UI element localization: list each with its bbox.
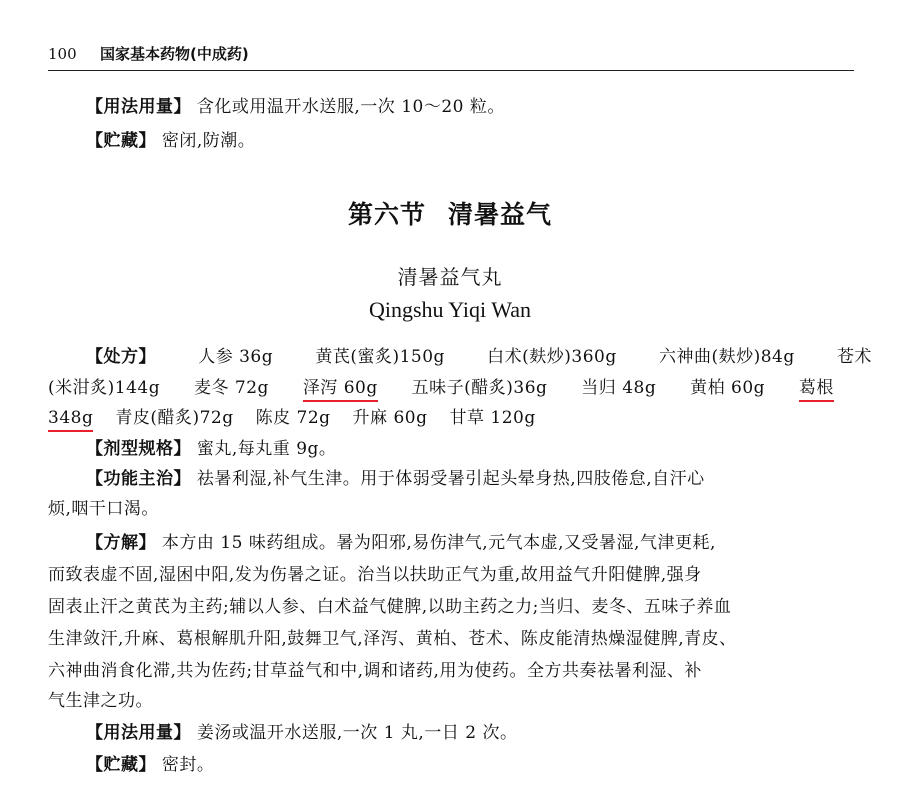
- ingredient: 麦冬 72g: [194, 378, 269, 398]
- usage-label: 【用法用量】: [86, 723, 191, 743]
- dosage-form-line: [48, 438, 872, 460]
- explanation-line-5: 六神曲消食化滞,共为佐药;甘草益气和中,调和诸药,用为使药。全方共奏祛暑利湿、补: [48, 661, 702, 681]
- ingredient: 当归 48g: [581, 378, 657, 398]
- ingredient-underlined: 泽泻 60g: [303, 377, 378, 402]
- formula-line-3: [48, 407, 834, 432]
- ingredient: 苍术: [836, 347, 872, 367]
- ingredient: 白术(麸炒)360g: [487, 347, 617, 367]
- prev-usage-label: 【用法用量】: [86, 97, 191, 117]
- usage-text: 姜汤或温开水送服,一次 1 丸,一日 2 次。: [196, 723, 518, 743]
- prev-storage-line: [48, 130, 872, 152]
- prev-storage-text: 密闭,防潮。: [161, 131, 256, 151]
- ingredient: 五味子(醋炙)36g: [411, 378, 548, 398]
- page-number: 100: [48, 45, 77, 63]
- ingredient: 黄芪(蜜炙)150g: [315, 347, 445, 367]
- function-text-2: 烦,咽干口渴。: [48, 499, 159, 519]
- ingredient: 青皮(醋炙)72g: [115, 408, 234, 428]
- explanation-line-4: 生津敛汗,升麻、葛根解肌升阳,鼓舞卫气,泽泻、黄柏、苍术、陈皮能清热燥湿健脾,青皮、: [48, 629, 737, 649]
- formula-label: 【处方】: [86, 347, 156, 367]
- prev-usage-text: 含化或用温开水送服,一次 10～20 粒。: [196, 97, 505, 117]
- drug-name-pinyin: Qingshu Yiqi Wan: [368, 297, 531, 322]
- explanation-line-2: 而致表虚不固,湿困中阳,发为伤暑之证。治当以扶助正气为重,故用益气升阳健脾,强身: [48, 565, 702, 585]
- dosage-form-label: 【剂型规格】: [86, 439, 191, 459]
- ingredient-underlined: 348g: [48, 407, 93, 432]
- ingredient-underlined: 葛根: [799, 377, 834, 402]
- storage-label: 【贮藏】: [86, 755, 156, 775]
- ingredient: 人参 36g: [198, 347, 274, 367]
- ingredient: 甘草 120g: [449, 408, 536, 428]
- running-head: [48, 44, 852, 64]
- usage-line: [48, 722, 872, 744]
- section-name: 清暑益气: [448, 200, 553, 229]
- explanation-line-6: 气生津之功。: [48, 691, 153, 711]
- ingredient: 六神曲(麸炒)84g: [658, 347, 795, 367]
- function-line-2: [48, 498, 834, 520]
- header-rule: [48, 70, 854, 71]
- prev-storage-label: 【贮藏】: [86, 131, 156, 151]
- ingredient: (米泔炙)144g: [48, 378, 161, 398]
- function-line-1: [48, 468, 872, 490]
- ingredient: 黄柏 60g: [690, 378, 766, 398]
- formula-line-1: [48, 346, 872, 368]
- function-label: 【功能主治】: [86, 469, 191, 489]
- prev-usage-line: [48, 96, 872, 118]
- storage-text: 密封。: [161, 755, 215, 775]
- book-title: 国家基本药物(中成药): [100, 45, 249, 63]
- dosage-form-text: 蜜丸,每丸重 9g。: [196, 439, 337, 459]
- formula-line-2: [48, 377, 834, 402]
- drug-name-chinese: 清暑益气丸: [397, 265, 503, 289]
- ingredient: 升麻 60g: [352, 408, 428, 428]
- function-text-1: 祛暑利湿,补气生津。用于体弱受暑引起头晕身热,四肢倦怠,自汗心: [196, 469, 705, 489]
- ingredient: 陈皮 72g: [255, 408, 331, 428]
- explanation-line-1: [48, 532, 872, 554]
- section-title: [0, 198, 900, 232]
- storage-line: [48, 754, 872, 776]
- explanation-text: 本方由 15 味药组成。暑为阳邪,易伤津气,元气本虚,又受暑湿,气津更耗,: [161, 533, 716, 553]
- explanation-label: 【方解】: [86, 533, 156, 553]
- section-number: 第六节: [347, 200, 426, 229]
- explanation-line-3: 固表止汗之黄芪为主药;辅以人参、白术益气健脾,以助主药之力;当归、麦冬、五味子养血: [48, 597, 732, 617]
